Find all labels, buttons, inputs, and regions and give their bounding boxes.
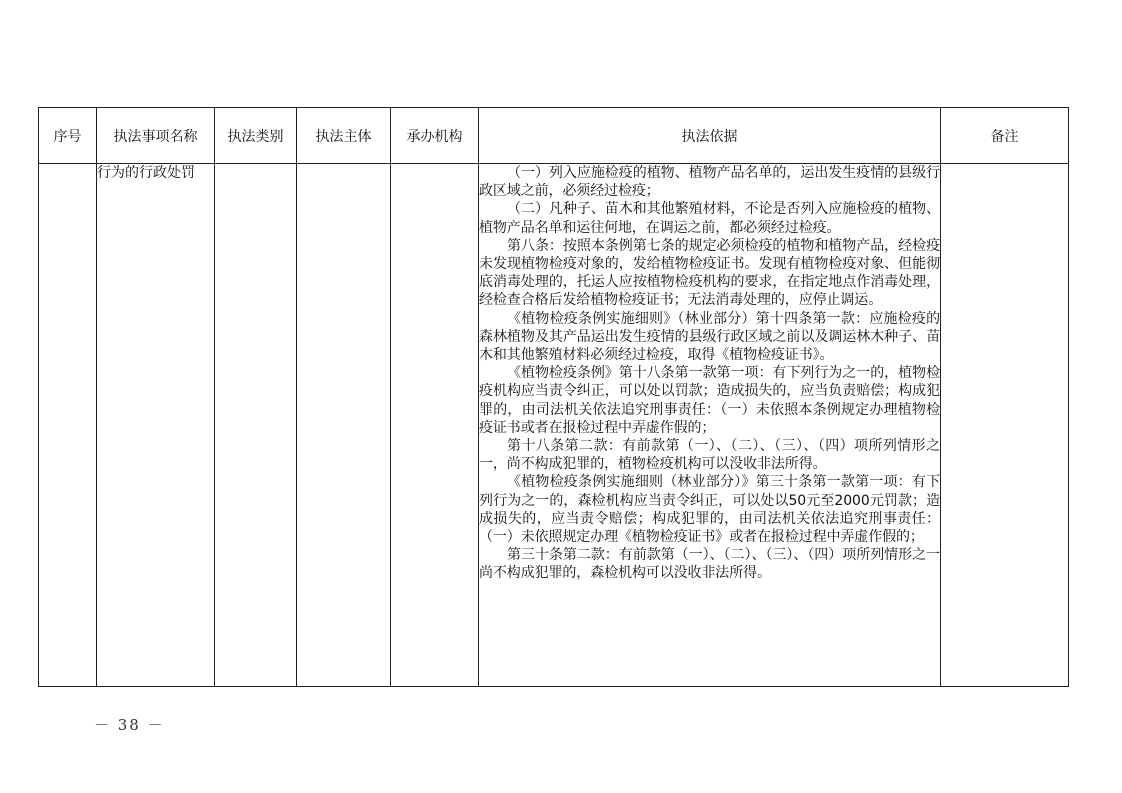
page-number: － 38 － [94, 716, 165, 734]
cell-subject [297, 164, 391, 687]
header-subject: 执法主体 [297, 108, 391, 164]
cell-category [215, 164, 297, 687]
basis-paragraph: 第十八条第二款：有前款第（一）、（二）、（三）、（四）项所列情形之一，尚不构成犯罪的，植物检疫机构可以没收非法所得。 [479, 438, 940, 473]
cell-remark [941, 164, 1069, 687]
basis-paragraph: 第三十条第二款：有前款第（一）、（二）、（三）、（四）项所列情形之一尚不构成犯罪的，森检机构可以没收非法所得。 [479, 547, 940, 582]
header-item-name: 执法事项名称 [97, 108, 215, 164]
header-agency: 承办机构 [391, 108, 479, 164]
cell-item-name: 行为的行政处罚 [97, 164, 215, 687]
basis-paragraph: 《植物检疫条例》第十八条第一款第一项：有下列行为之一的，植物检疫机构应当责令纠正，可以处以罚款；造成损失的，应当负责赔偿；构成犯罪的，由司法机关依法追究刑事责任：（一）未依照本条例规定办理植物检疫证书或者在报检过程中弄虚作假的； [479, 365, 940, 436]
header-category: 执法类别 [215, 108, 297, 164]
header-row [39, 108, 1069, 164]
header-remark: 备注 [941, 108, 1069, 164]
table-row [39, 164, 1069, 687]
basis-paragraph: （二）凡种子、苗木和其他繁殖材料，不论是否列入应施检疫的植物、植物产品名单和运往何地，在调运之前，都必须经过检疫。 [479, 201, 940, 236]
header-seq: 序号 [39, 108, 97, 164]
basis-paragraph: （一）列入应施检疫的植物、植物产品名单的，运出发生疫情的县级行政区域之前，必须经过检疫； [479, 165, 940, 200]
cell-basis [479, 164, 941, 687]
basis-paragraph: 《植物检疫条例实施细则》（林业部分）第十四条第一款：应施检疫的森林植物及其产品运出发生疫情的县级行政区域之前以及调运林木种子、苗木和其他繁殖材料必须经过检疫，取得《植物检疫证书》。 [479, 310, 940, 364]
cell-seq [39, 164, 97, 687]
header-basis: 执法依据 [479, 108, 941, 164]
basis-paragraph: 《植物检疫条例实施细则（林业部分）》第三十条第一款第一项：有下列行为之一的，森检机构应当责令纠正，可以处以50元至2000元罚款；造成损失的，应当责令赔偿；构成犯罪的，由司法机关依法追究刑事责任：（一）未依照规定办理《植物检疫证书》或者在报检过程中弄虚作假的； [479, 474, 940, 546]
basis-paragraph: 第八条：按照本条例第七条的规定必须检疫的植物和植物产品，经检疫未发现植物检疫对象的，发给植物检疫证书。发现有植物检疫对象、但能彻底消毒处理的，托运人应按植物检疫机构的要求，在指定地点作消毒处理，经检查合格后发给植物检疫证书；无法消毒处理的，应停止调运。 [479, 237, 940, 309]
enforcement-table [38, 107, 1069, 687]
cell-agency [391, 164, 479, 687]
